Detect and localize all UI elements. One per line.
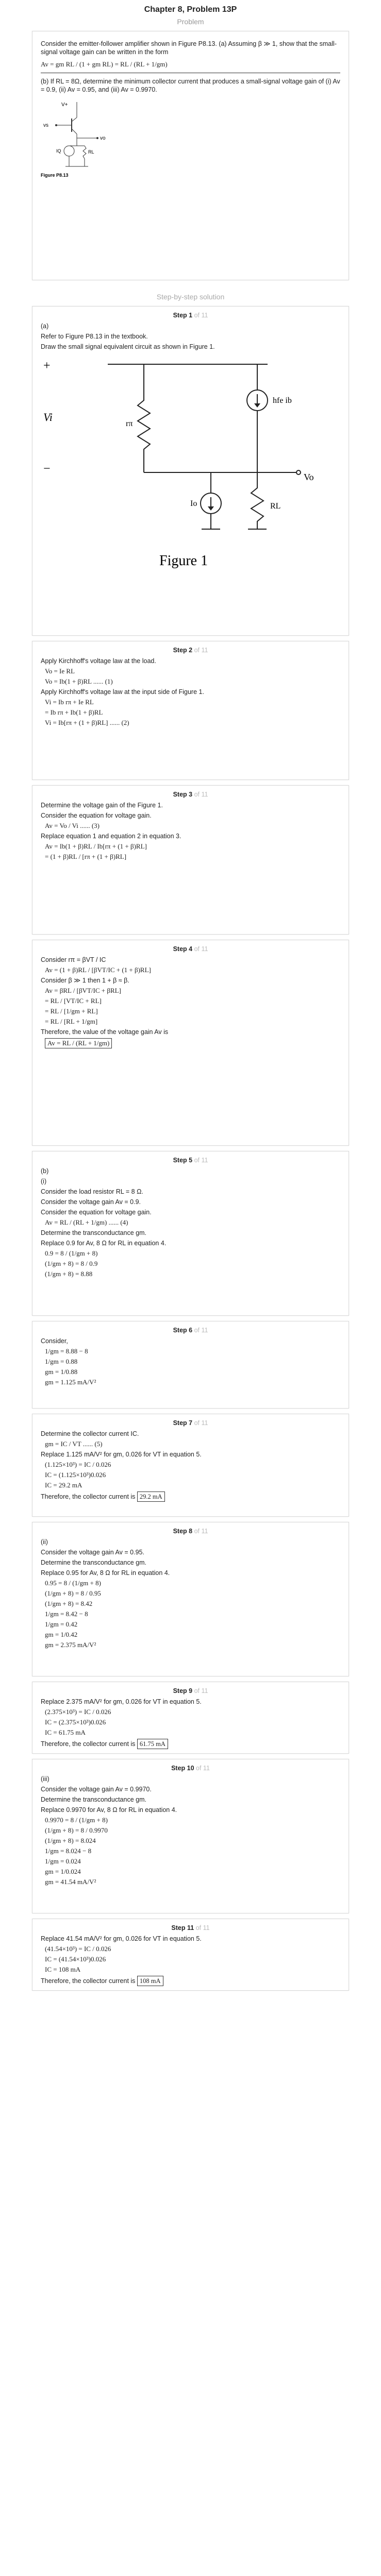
step-7-line: Determine the collector current IC. <box>41 1430 139 1437</box>
problem-figure-label: Figure P8.13 <box>41 173 69 178</box>
step-10-line: Determine the transconductance gm. <box>41 1796 146 1803</box>
step-10-math: gm = 41.54 mA/V² <box>45 1878 96 1886</box>
step-10-math: 1/gm = 0.024 <box>45 1857 81 1865</box>
step-card-7 <box>32 1414 349 1517</box>
problem-equation: Av = gm RL / (1 + gm RL) = RL / (RL + 1/gm) <box>41 60 168 68</box>
vo-label: Vo <box>304 472 314 482</box>
step-10-line: Replace 0.9970 for Av, 8 Ω for RL in equation 4. <box>41 1806 177 1814</box>
step-9-math: (2.375×10³) = IC / 0.026 <box>45 1708 111 1716</box>
page-title: Chapter 8, Problem 13P <box>144 5 237 14</box>
step-5-line: (b) <box>41 1167 49 1175</box>
step-3-line: Consider the equation for voltage gain. <box>41 812 152 819</box>
figure-1-caption: Figure 1 <box>159 553 208 569</box>
step-8-math: 1/gm = 0.42 <box>45 1620 78 1628</box>
step-3-line: Replace equation 1 and equation 2 in equation 3. <box>41 833 181 840</box>
step-4-math: Av = (1 + β)RL / [βVT/IC + (1 + β)RL] <box>45 966 151 974</box>
step-9-head: Step 9 of 11 <box>173 1687 208 1694</box>
rl-label: RL <box>270 502 281 511</box>
step-6-head: Step 6 of 11 <box>173 1327 208 1334</box>
step-4-math: = RL / [RL + 1/gm] <box>45 1018 98 1025</box>
step-4-line: Therefore, the value of the voltage gain Av is <box>41 1028 169 1036</box>
step-11-line: Replace 41.54 mA/V² for gm, 0.026 for VT in equation 5. <box>41 1935 202 1942</box>
step-10-math: gm = 1/0.024 <box>45 1868 81 1875</box>
step-8-line: Consider the voltage gain Av = 0.95. <box>41 1549 144 1556</box>
step-5-line: Determine the transconductance gm. <box>41 1229 146 1236</box>
step-2-math: Vi = Ib[rπ + (1 + β)RL] ...... (2) <box>45 719 129 726</box>
step-5-line: Consider the voltage gain Av = 0.9. <box>41 1198 141 1206</box>
step-3-head: Step 3 of 11 <box>173 791 208 798</box>
step-6-math: 1/gm = 8.88 − 8 <box>45 1347 88 1355</box>
minus-label: − <box>43 462 51 476</box>
step-9-line: Therefore, the collector current is <box>41 1740 136 1748</box>
step-card-1 <box>32 306 349 636</box>
io-label: Io <box>190 499 197 508</box>
step-3-math: = (1 + β)RL / [rπ + (1 + β)RL] <box>45 853 127 860</box>
step-10-math: (1/gm + 8) = 8.024 <box>45 1837 96 1844</box>
problem-text-b: (b) If RL = 8Ω, determine the minimum collector current that produces a small-signal voltage gain of (i) Av = 0.9, (ii) Av = 0.95, and (iii) Av = 0.9970. <box>41 78 340 93</box>
step-8-math: 1/gm = 8.42 − 8 <box>45 1610 88 1618</box>
step-7-math: gm = IC / VT ...... (5) <box>45 1440 103 1448</box>
step-8-math: gm = 2.375 mA/V² <box>45 1641 96 1649</box>
step-card-4 <box>32 940 349 1146</box>
step-11-head: Step 11 of 11 <box>171 1924 210 1931</box>
step-card-3 <box>32 785 349 935</box>
step-8-line: (ii) <box>41 1538 48 1546</box>
step-10-math: 1/gm = 8.024 − 8 <box>45 1847 92 1855</box>
step-10-math: 0.9970 = 8 / (1/gm + 8) <box>45 1816 108 1824</box>
vs-label: vs <box>43 123 48 128</box>
step-card-2 <box>32 641 349 780</box>
plus-label: + <box>43 359 51 372</box>
step-2-line: Apply Kirchhoff's voltage law at the load. <box>41 657 156 665</box>
step-5-math: Av = RL / (RL + 1/gm) ...... (4) <box>45 1218 128 1226</box>
v-plus-label: V+ <box>61 102 68 108</box>
step-5-line: Consider the equation for voltage gain. <box>41 1209 152 1216</box>
step-card-10 <box>32 1759 349 1913</box>
step-11-answer-box: 108 mA <box>137 1976 163 1986</box>
step-6-math: gm = 1.125 mA/V² <box>45 1378 96 1386</box>
step-5-math: 0.9 = 8 / (1/gm + 8) <box>45 1249 98 1257</box>
step-card-9 <box>32 1682 349 1754</box>
figure-1-svg <box>41 354 329 570</box>
step-card-11 <box>32 1919 349 1991</box>
problem-heading: Problem <box>177 18 204 26</box>
problem-card <box>32 31 349 280</box>
step-5-line: (i) <box>41 1178 47 1185</box>
iq-label: IQ <box>56 148 61 154</box>
step-4-head: Step 4 of 11 <box>173 945 208 953</box>
step-1-line: (a) <box>41 323 49 330</box>
step-7-math: IC = (1.125×10³)0.026 <box>45 1471 106 1479</box>
step-3-math: Av = Vo / Vi ...... (3) <box>45 822 100 829</box>
step-5-math: (1/gm + 8) = 8 / 0.9 <box>45 1260 98 1267</box>
step-1-line: Draw the small signal equivalent circuit as shown in Figure 1. <box>41 343 215 350</box>
step-5-line: Consider the load resistor RL = 8 Ω. <box>41 1188 143 1195</box>
step-4-answer-box: Av = RL / (RL + 1/gm) <box>45 1038 112 1048</box>
step-card-8 <box>32 1522 349 1676</box>
step-11-math: (41.54×10³) = IC / 0.026 <box>45 1945 111 1953</box>
step-9-math: IC = (2.375×10³)0.026 <box>45 1718 106 1726</box>
step-7-line: Therefore, the collector current is <box>41 1493 136 1500</box>
problem-circuit-figure <box>41 97 144 179</box>
step-3-math: Av = Ib(1 + β)RL / Ib[rπ + (1 + β)RL] <box>45 842 147 850</box>
step-4-line: Consider β ≫ 1 then 1 + β ≈ β. <box>41 977 129 984</box>
step-2-math: Vo = Ib(1 + β)RL ...... (1) <box>45 677 113 685</box>
step-9-math: IC = 61.75 mA <box>45 1728 86 1736</box>
solution-heading: Step-by-step solution <box>156 293 225 301</box>
step-2-math: Vo = Ie RL <box>45 667 75 675</box>
step-1-line: Refer to Figure P8.13 in the textbook. <box>41 333 148 340</box>
step-3-line: Determine the voltage gain of the Figure 1. <box>41 802 163 809</box>
step-4-math: Av = βRL / [βVT/IC + βRL] <box>45 987 121 994</box>
step-9-answer-box: 61.75 mA <box>137 1739 168 1749</box>
step-8-line: Determine the transconductance gm. <box>41 1559 146 1566</box>
step-8-math: (1/gm + 8) = 8.42 <box>45 1600 93 1607</box>
step-7-math: IC = 29.2 mA <box>45 1481 82 1489</box>
step-6-line: Consider, <box>41 1337 68 1345</box>
step-10-line: Consider the voltage gain Av = 0.9970. <box>41 1786 152 1793</box>
gm-label: hfe ib <box>273 396 292 405</box>
rl-label: RL <box>88 149 94 155</box>
step-11-math: IC = (41.54×10³)0.026 <box>45 1955 106 1963</box>
step-4-math: = RL / [1/gm + RL] <box>45 1007 98 1015</box>
step-8-math: 0.95 = 8 / (1/gm + 8) <box>45 1579 101 1587</box>
problem-text-a: Consider the emitter-follower amplifier shown in Figure P8.13. (a) Assuming β ≫ 1, show that the small-signal voltage gain can be written in the form <box>41 40 337 56</box>
step-11-math: IC = 108 mA <box>45 1965 81 1973</box>
step-7-line: Replace 1.125 mA/V² for gm, 0.026 for VT in equation 5. <box>41 1451 202 1458</box>
step-6-math: 1/gm = 0.88 <box>45 1358 78 1365</box>
step-11-line: Therefore, the collector current is <box>41 1977 136 1985</box>
step-5-math: (1/gm + 8) = 8.88 <box>45 1270 93 1278</box>
step-card-6 <box>32 1321 349 1409</box>
step-4-line: Consider rπ = βVT / IC <box>41 956 106 963</box>
vi-label: Vi <box>43 411 53 423</box>
step-8-math: (1/gm + 8) = 8 / 0.95 <box>45 1589 101 1597</box>
step-7-head: Step 7 of 11 <box>173 1419 208 1427</box>
step-4-math: = RL / [VT/IC + RL] <box>45 997 102 1005</box>
step-2-line: Apply Kirchhoff's voltage law at the input side of Figure 1. <box>41 688 204 696</box>
step-7-answer-box: 29.2 mA <box>137 1492 165 1502</box>
step-2-head: Step 2 of 11 <box>173 647 208 654</box>
step-card-5 <box>32 1151 349 1316</box>
step-2-math: Vi = Ib rπ + Ie RL <box>45 698 94 706</box>
step-9-line: Replace 2.375 mA/V² for gm, 0.026 for VT in equation 5. <box>41 1698 202 1705</box>
step-7-math: (1.125×10³) = IC / 0.026 <box>45 1461 111 1468</box>
rpi-label: rπ <box>126 419 133 428</box>
step-10-head: Step 10 of 11 <box>171 1765 210 1772</box>
step-6-math: gm = 1/0.88 <box>45 1368 78 1376</box>
step-5-head: Step 5 of 11 <box>173 1157 208 1164</box>
step-2-math: = Ib rπ + Ib(1 + β)RL <box>45 708 103 716</box>
step-8-head: Step 8 of 11 <box>173 1528 208 1535</box>
step-8-line: Replace 0.95 for Av, 8 Ω for RL in equation 4. <box>41 1569 170 1577</box>
vo-label: vo <box>100 135 106 141</box>
step-10-math: (1/gm + 8) = 8 / 0.9970 <box>45 1826 108 1834</box>
figure-1-circuit <box>41 354 329 570</box>
step-8-math: gm = 1/0.42 <box>45 1631 78 1638</box>
step-5-line: Replace 0.9 for Av, 8 Ω for RL in equation 4. <box>41 1240 167 1247</box>
step-1-head: Step 1 of 11 <box>173 312 208 319</box>
step-10-line: (iii) <box>41 1775 49 1783</box>
